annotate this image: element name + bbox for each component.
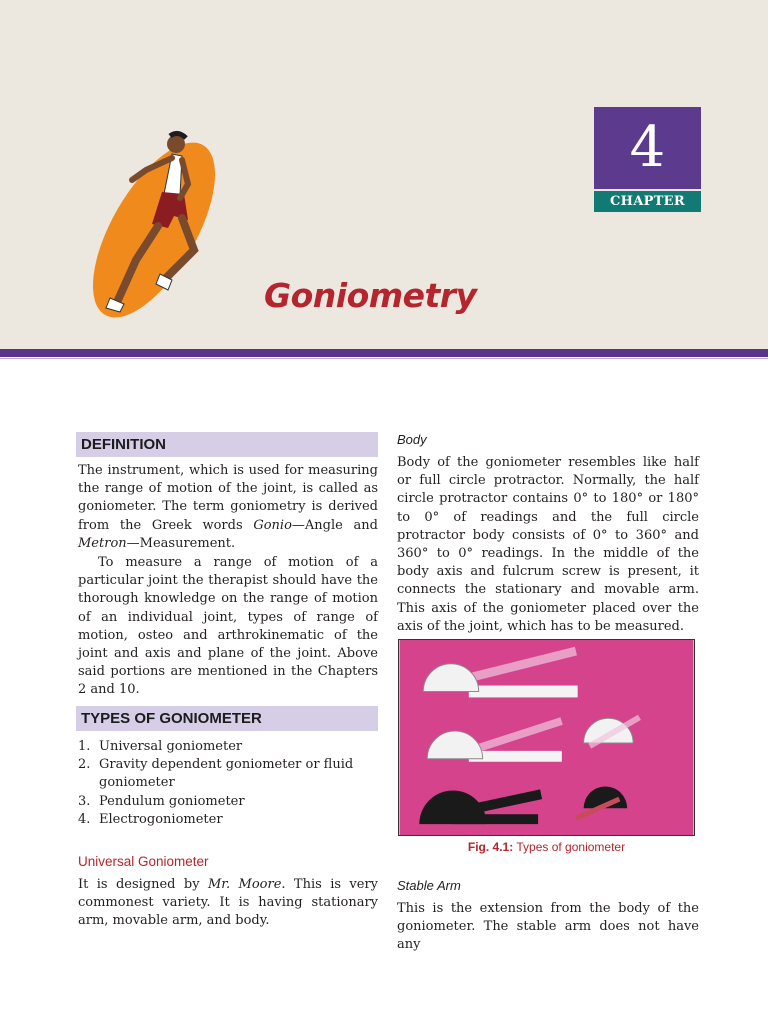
subheading-universal-goniometer: Universal Goniometer bbox=[78, 854, 209, 869]
section-heading-definition: DEFINITION bbox=[76, 432, 378, 457]
chapter-label: CHAPTER bbox=[594, 191, 701, 212]
stable-arm-paragraph: This is the extension from the body of the goniometer. The stable arm does not have any bbox=[397, 901, 699, 953]
chapter-badge bbox=[594, 107, 701, 212]
header-divider-thin bbox=[0, 358, 768, 359]
chapter-title: Goniometry bbox=[264, 276, 477, 315]
list-item: 3. Pendulum goniometer bbox=[78, 793, 245, 809]
figure-caption: Fig. 4.1: Types of goniometer bbox=[467, 840, 626, 854]
definition-paragraph-1: The instrument, which is used for measuring the range of motion of the joint, is called as goniometer. The term goniometry is derived from the Greek words Gonio—Angle and Metron—Measurement. bbox=[78, 463, 378, 551]
goniometer-types-list bbox=[78, 738, 378, 829]
list-item: 2. Gravity dependent goniometer or fluid goniometer bbox=[78, 757, 354, 791]
list-item: 4. Electrogoniometer bbox=[78, 811, 223, 827]
subheading-body: Body bbox=[397, 432, 427, 447]
runner-illustration bbox=[84, 128, 224, 328]
body-paragraph: Body of the goniometer resembles like half or full circle protractor. Normally, the half circle protractor contains 0° to 180° or 180° to 0° of readings and the full circle protractor body consists of 0° to 360° and 360° to 0° readings. In the middle of the body axis and fulcrum screw is present, it connects the stationary and movable arm. This axis of the goniometer placed over the axis of the joint, which has to be measured. bbox=[397, 455, 699, 634]
goniometer-photo bbox=[398, 639, 695, 836]
universal-goniometer-paragraph: It is designed by Mr. Moore. This is very commonest variety. It is having stationary arm, movable arm, and body. bbox=[78, 877, 378, 929]
list-item: 1. Universal goniometer bbox=[78, 739, 243, 754]
header-divider bbox=[0, 349, 768, 357]
section-heading-types: TYPES OF GONIOMETER bbox=[76, 706, 378, 731]
chapter-number: 4 bbox=[594, 107, 701, 189]
subheading-stable-arm: Stable Arm bbox=[397, 878, 461, 893]
definition-paragraph-2: To measure a range of motion of a particular joint the therapist should have the thorough knowledge on the range of motion of an individual joint, types of range of motion, osteo and arthrokinematic of the joint and axis and plane of the joint. Above said portions are mentioned in the Chapters 2 and 10. bbox=[78, 555, 378, 698]
